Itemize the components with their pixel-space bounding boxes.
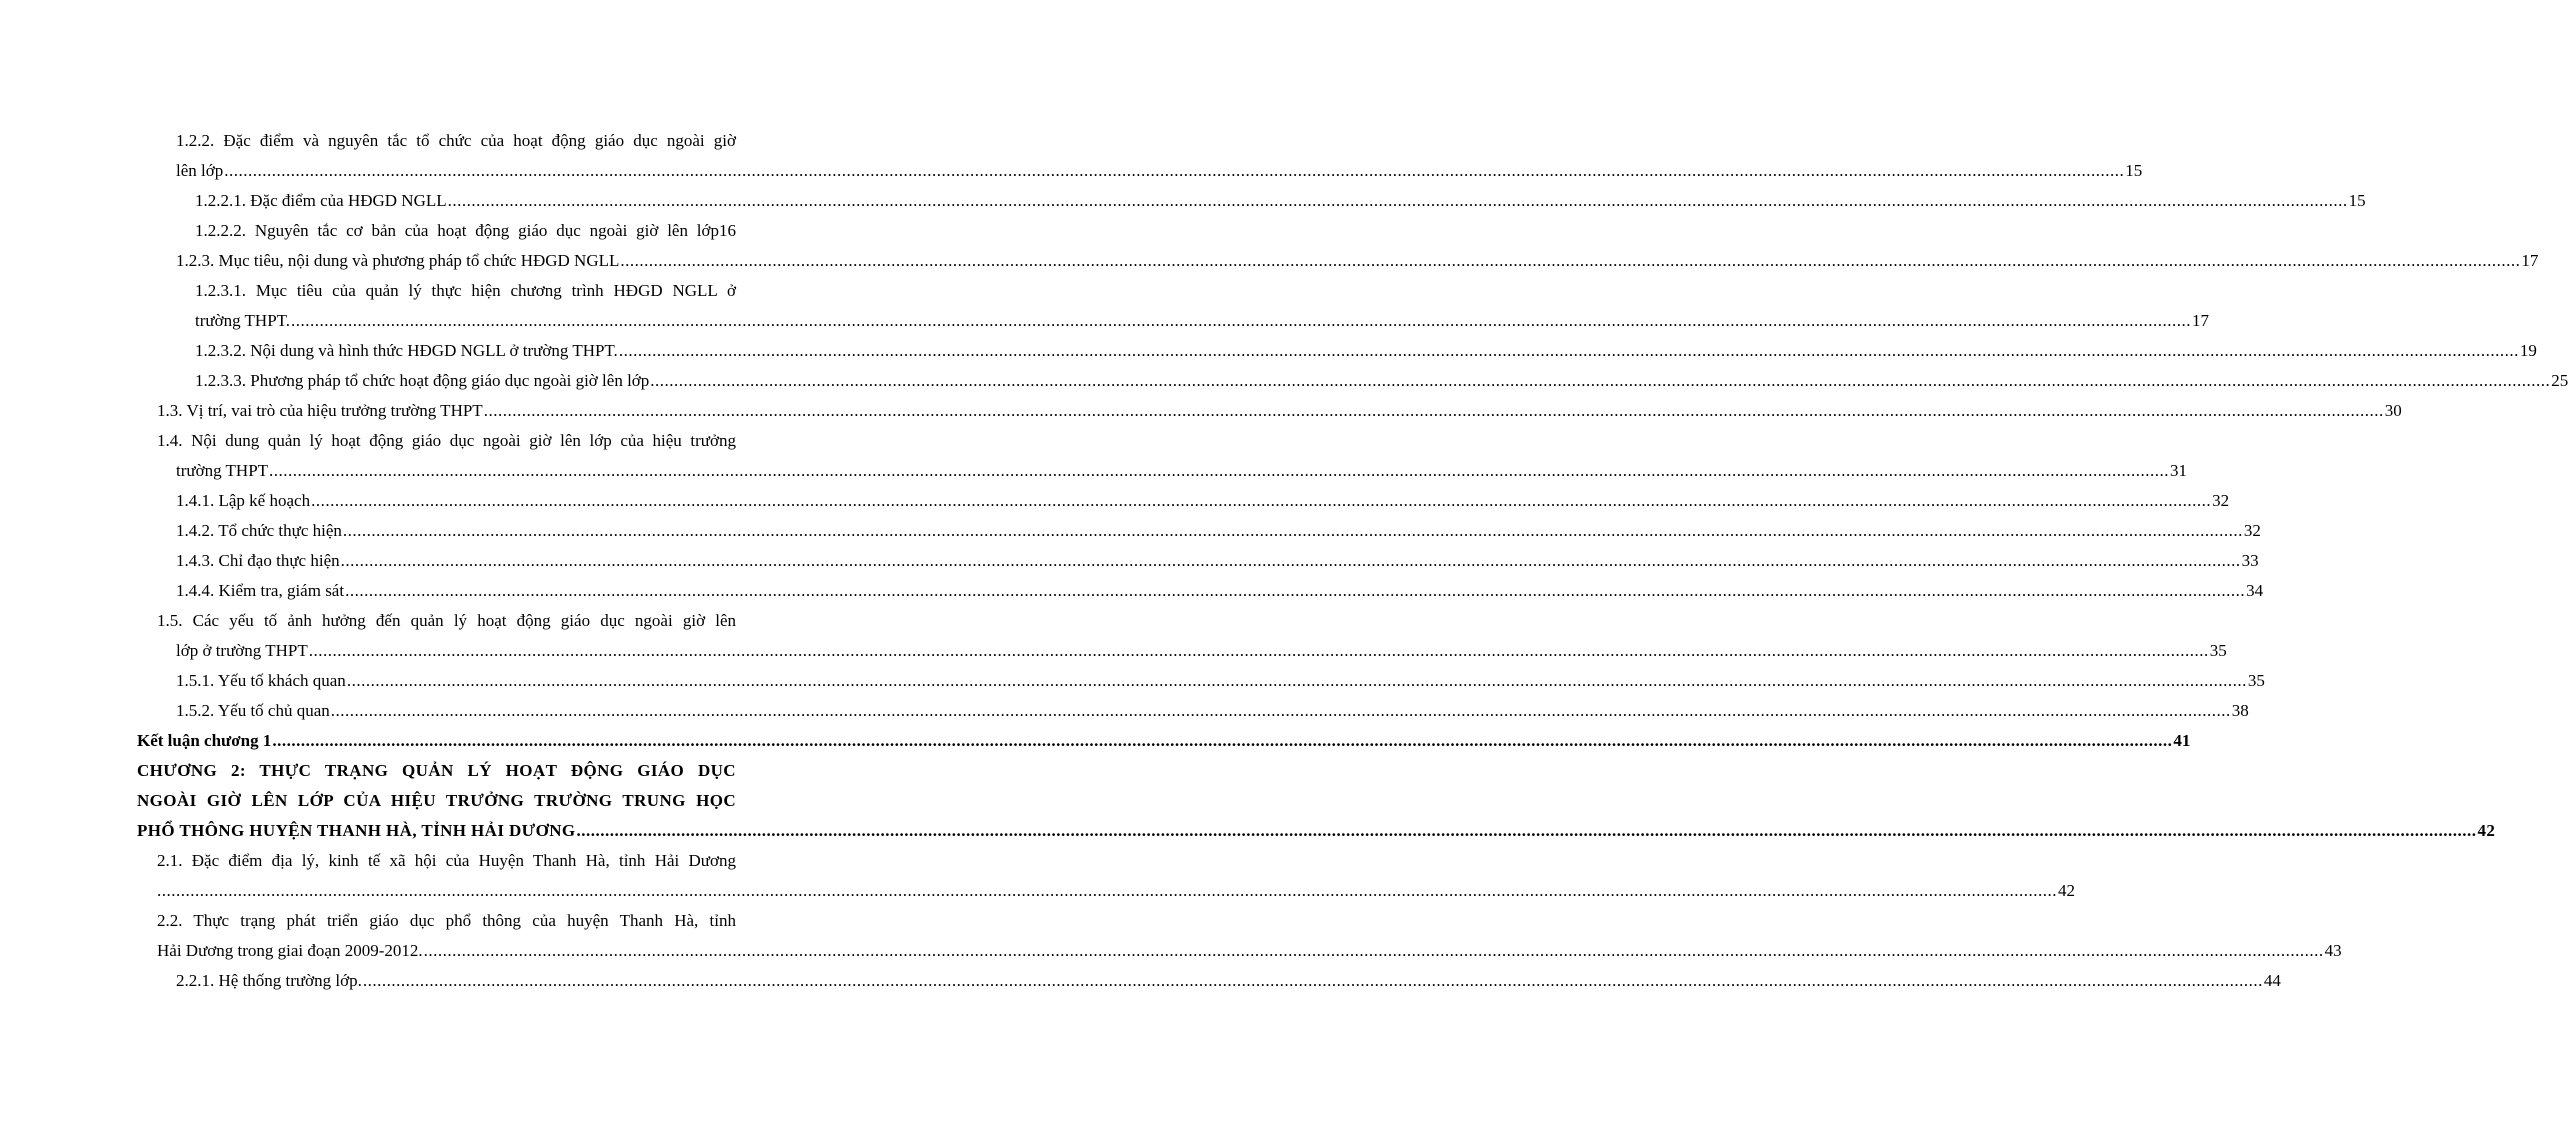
toc-entry (0, 126, 816, 156)
toc-entry-title: trường THPT. (195, 306, 291, 336)
toc-entry-title: 1.2.3.1. Mục tiêu của quản lý thực hiện chương trình HĐGD NGLL ở (195, 281, 736, 300)
toc-entry (0, 276, 816, 306)
toc-page-number: 42 (2477, 821, 2496, 840)
dot-leader: ................................................................................................................................................................................................................................................................................................................................................................................................................ (291, 311, 2192, 330)
dot-leader: ................................................................................................................................................................................................................................................................................................................................................................................................................ (620, 251, 2521, 270)
toc-entry (0, 696, 2249, 726)
toc-entry (0, 606, 816, 636)
toc-entry (0, 186, 2366, 216)
toc-entry-title: 1.4.1. Lập kế hoạch (176, 486, 311, 516)
toc-page-number: 38 (2231, 701, 2249, 720)
dot-leader: ................................................................................................................................................................................................................................................................................................................................................................................................................ (650, 371, 2551, 390)
toc-entry (0, 966, 2281, 996)
toc-page-number: 17 (2192, 311, 2210, 330)
toc-page-number: 17 (2521, 251, 2539, 270)
toc-entry-title: 1.5.1. Yếu tố khách quan (176, 666, 347, 696)
dot-leader: ................................................................................................................................................................................................................................................................................................................................................................................................................ (576, 821, 2477, 840)
toc-page-number: 34 (2246, 581, 2264, 600)
toc-entry-title: trường THPT (176, 456, 269, 486)
toc-entry-title: 1.2.3.3. Phương pháp tổ chức hoạt động giáo dục ngoài giờ lên lớp (195, 366, 650, 396)
toc-entry (0, 936, 2342, 966)
dot-leader: ................................................................................................................................................................................................................................................................................................................................................................................................................ (272, 731, 2173, 750)
toc-entry (0, 486, 2230, 516)
toc-entry (0, 756, 816, 786)
toc-entry-title: lớp ở trường THPT (176, 636, 309, 666)
dot-leader: ................................................................................................................................................................................................................................................................................................................................................................................................................ (342, 521, 2243, 540)
dot-leader: ................................................................................................................................................................................................................................................................................................................................................................................................................ (269, 461, 2170, 480)
toc-entry-title: 1.4.3. Chỉ đạo thực hiện (176, 546, 341, 576)
toc-page-number: 32 (2243, 521, 2261, 540)
toc-page-number: 35 (2209, 641, 2227, 660)
table-of-contents (0, 126, 2568, 996)
toc-entry-title: Hải Dương trong giai đoạn 2009-2012. (157, 936, 424, 966)
toc-entry (0, 366, 2568, 396)
toc-entry-title: 2.2. Thực trạng phát triển giáo dục phổ thông của huyện Thanh Hà, tỉnh (157, 911, 736, 930)
toc-entry (0, 456, 2188, 486)
toc-entry (0, 576, 2264, 606)
toc-page-number: 25 (2551, 371, 2568, 390)
toc-page-number: 43 (2324, 941, 2342, 960)
toc-page-number: 19 (2519, 341, 2537, 360)
dot-leader: ................................................................................................................................................................................................................................................................................................................................................................................................................ (345, 581, 2246, 600)
toc-entry (0, 906, 816, 936)
toc-page-number: 33 (2241, 551, 2259, 570)
toc-page-number: 30 (2384, 401, 2402, 420)
dot-leader: ................................................................................................................................................................................................................................................................................................................................................................................................................ (423, 941, 2324, 960)
toc-entry (0, 816, 2496, 846)
toc-entry-title: 1.4. Nội dung quản lý hoạt động giáo dục ngoài giờ lên lớp của hiệu trưởng (157, 431, 736, 450)
toc-entry-title: 1.5.2. Yếu tố chủ quan (176, 696, 331, 726)
dot-leader: ................................................................................................................................................................................................................................................................................................................................................................................................................ (346, 671, 2247, 690)
toc-entry (0, 546, 2259, 576)
toc-entry-title: PHỔ THÔNG HUYỆN THANH HÀ, TỈNH HẢI DƯƠNG (137, 816, 577, 846)
toc-entry-title: NGOÀI GIỜ LÊN LỚP CỦA HIỆU TRƯỞNG TRƯỜNG TRUNG HỌC (137, 791, 736, 810)
dot-leader: ................................................................................................................................................................................................................................................................................................................................................................................................................ (483, 401, 2384, 420)
toc-entry-title: 1.2.3.2. Nội dung và hình thức HĐGD NGLL ở trường THPT. (195, 336, 619, 366)
toc-page-number: 31 (2170, 461, 2188, 480)
toc-entry-title: 1.2.2.2. Nguyên tắc cơ bản của hoạt động giáo dục ngoài giờ lên lớp16 (195, 221, 736, 240)
toc-entry-title: 2.1. Đặc điểm địa lý, kinh tế xã hội của Huyện Thanh Hà, tỉnh Hải Dương (157, 851, 736, 870)
dot-leader: ................................................................................................................................................................................................................................................................................................................................................................................................................ (311, 491, 2212, 510)
dot-leader: ................................................................................................................................................................................................................................................................................................................................................................................................................ (308, 641, 2209, 660)
toc-entry-title: CHƯƠNG 2: THỰC TRẠNG QUẢN LÝ HOẠT ĐỘNG GIÁO DỤC (137, 761, 736, 780)
toc-page-number: 42 (2058, 881, 2075, 900)
toc-entry-title: 1.3. Vị trí, vai trò của hiệu trưởng trường THPT (157, 396, 484, 426)
toc-entry (0, 516, 2261, 546)
toc-entry-title: 2.2.1. Hệ thống trường lớp. (176, 966, 363, 996)
toc-page-number: 15 (2348, 191, 2366, 210)
toc-entry (0, 786, 816, 816)
toc-entry-title: 1.2.3. Mục tiêu, nội dung và phương pháp tổ chức HĐGD NGLL (176, 246, 620, 276)
toc-entry (0, 846, 816, 876)
toc-entry (0, 426, 816, 456)
toc-entry-title: 1.2.2. Đặc điểm và nguyên tắc tổ chức của hoạt động giáo dục ngoài giờ (176, 131, 736, 150)
dot-leader: ................................................................................................................................................................................................................................................................................................................................................................................................................ (330, 701, 2231, 720)
dot-leader: ................................................................................................................................................................................................................................................................................................................................................................................................................ (340, 551, 2241, 570)
toc-entry-title: 1.4.4. Kiểm tra, giám sát (176, 576, 345, 606)
toc-entry (0, 306, 2210, 336)
dot-leader: ................................................................................................................................................................................................................................................................................................................................................................................................................ (362, 971, 2263, 990)
dot-leader: ................................................................................................................................................................................................................................................................................................................................................................................................................ (447, 191, 2348, 210)
toc-entry (0, 876, 2075, 906)
toc-page-number: 32 (2212, 491, 2230, 510)
toc-entry-title: 1.4.2. Tổ chức thực hiện (176, 516, 343, 546)
toc-entry (0, 156, 2143, 186)
toc-entry (0, 336, 2537, 366)
toc-entry (0, 396, 2402, 426)
toc-entry-title: lên lớp (176, 156, 224, 186)
dot-leader: ................................................................................................................................................................................................................................................................................................................................................................................................................ (618, 341, 2519, 360)
toc-entry-title: 1.5. Các yếu tố ảnh hưởng đến quản lý hoạt động giáo dục ngoài giờ lên (157, 611, 736, 630)
toc-entry-title: Kết luận chương 1 (137, 726, 272, 756)
toc-entry (0, 246, 2539, 276)
toc-page-number: 35 (2247, 671, 2265, 690)
toc-page-number: 44 (2263, 971, 2281, 990)
dot-leader: ................................................................................................................................................................................................................................................................................................................................................................................................................ (224, 161, 2125, 180)
toc-entry (0, 726, 2191, 756)
toc-entry (0, 216, 816, 246)
toc-page-number: 15 (2125, 161, 2143, 180)
toc-entry (0, 636, 2227, 666)
toc-entry-title: 1.2.2.1. Đặc điểm của HĐGD NGLL (195, 186, 448, 216)
toc-entry (0, 666, 2265, 696)
toc-page-number: 41 (2173, 731, 2191, 750)
dot-leader: ................................................................................................................................................................................................................................................................................................................................................................................................................ (157, 881, 2057, 900)
